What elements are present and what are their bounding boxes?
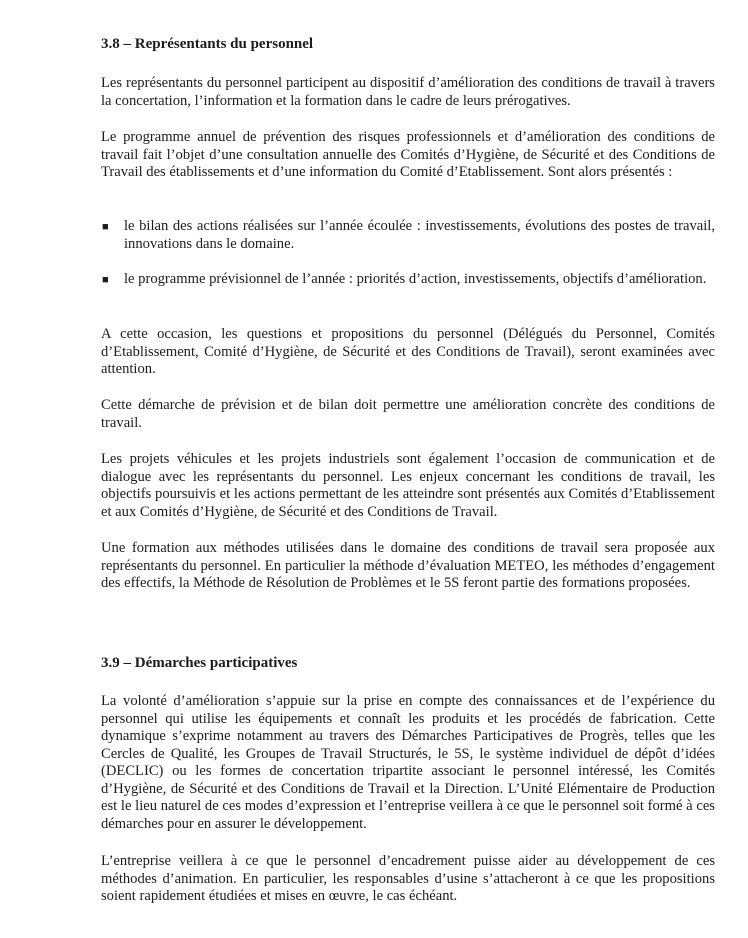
square-bullet-icon: ■ [102,221,109,233]
section-3-8-paragraph-4: Cette démarche de prévision et de bilan doit permettre une amélioration concrète des conditions de travail. [101,397,715,431]
section-3-8-paragraph-2: Le programme annuel de prévention des risques professionnels et d’amélioration des conditions de travail fait l’objet d’une consultation annuelle des Comités d’Hygiène, de Sécurité et des Conditions de Travail des établissements et d’une information du Comité d’Etablissement. Sont alors présentés : [101,129,715,180]
section-3-8-bullet-2 [102,271,715,289]
section-3-9-paragraph-2: L’entreprise veillera à ce que le personnel d’encadrement puisse aider au développement de ces méthodes d’animation. En particulier, les responsables d’usine s’attacheront à ce que les propositions soient rapidement étudiées et mises en œuvre, le cas échéant. [101,853,715,904]
bullet-text: le bilan des actions réalisées sur l’année écoulée : investissements, évolutions des postes de travail, innovations dans le domaine. [124,218,715,252]
section-3-8-heading: 3.8 – Représentants du personnel [101,36,314,52]
section-3-8-bullet-1 [102,218,715,253]
section-3-9-paragraph-1: La volonté d’amélioration s’appuie sur la prise en compte des connaissances et de l’expérience du personnel qui utilise les équipements et connaît les produits et les procédés de fabrication. Cette dynamique s’exprime notamment au travers des Démarches Participatives de Progrès, telles que les Cercles de Qualité, les Groupes de Travail Structurés, le 5S, le système individuel de dépôt d’idées (DECLIC) ou les formes de concertation tripartite associant le personnel intéressé, les Comités d’Hygiène, de Sécurité et des Conditions de Travail et la Direction. L’Unité Elémentaire de Production est le lieu naturel de ces modes d’expression et l’entreprise veillera à ce que le personnel soit formé à ces démarches pour en assurer le développement. [101,693,715,832]
section-3-8-paragraph-1: Les représentants du personnel participent au dispositif d’amélioration des conditions de travail à travers la concertation, l’information et la formation dans le cadre de leurs prérogatives. [101,75,715,109]
section-3-8-paragraph-6: Une formation aux méthodes utilisées dans le domaine des conditions de travail sera proposée aux représentants du personnel. En particulier la méthode d’évaluation METEO, les méthodes d’engagement des effectifs, la Méthode de Résolution de Problèmes et le 5S feront partie des formations proposées. [101,540,715,591]
section-3-8-paragraph-3: A cette occasion, les questions et propositions du personnel (Délégués du Personnel, Comités d’Etablissement, Comité d’Hygiène, de Sécurité et des Conditions de Travail), seront examinées avec attention. [101,326,715,377]
section-3-9-heading: 3.9 – Démarches participatives [101,655,298,671]
section-3-8-paragraph-5: Les projets véhicules et les projets industriels sont également l’occasion de communication et de dialogue avec les représentants du personnel. Les enjeux concernant les conditions de travail, les objectifs poursuivis et les actions permettant de les atteindre sont présentés aux Comités d’Etablissement et aux Comités d’Hygiène, de Sécurité et des Conditions de Travail. [101,451,715,520]
bullet-text: le programme prévisionnel de l’année : priorités d’action, investissements, objectifs d’amélioration. [124,271,707,287]
square-bullet-icon: ■ [102,274,109,286]
